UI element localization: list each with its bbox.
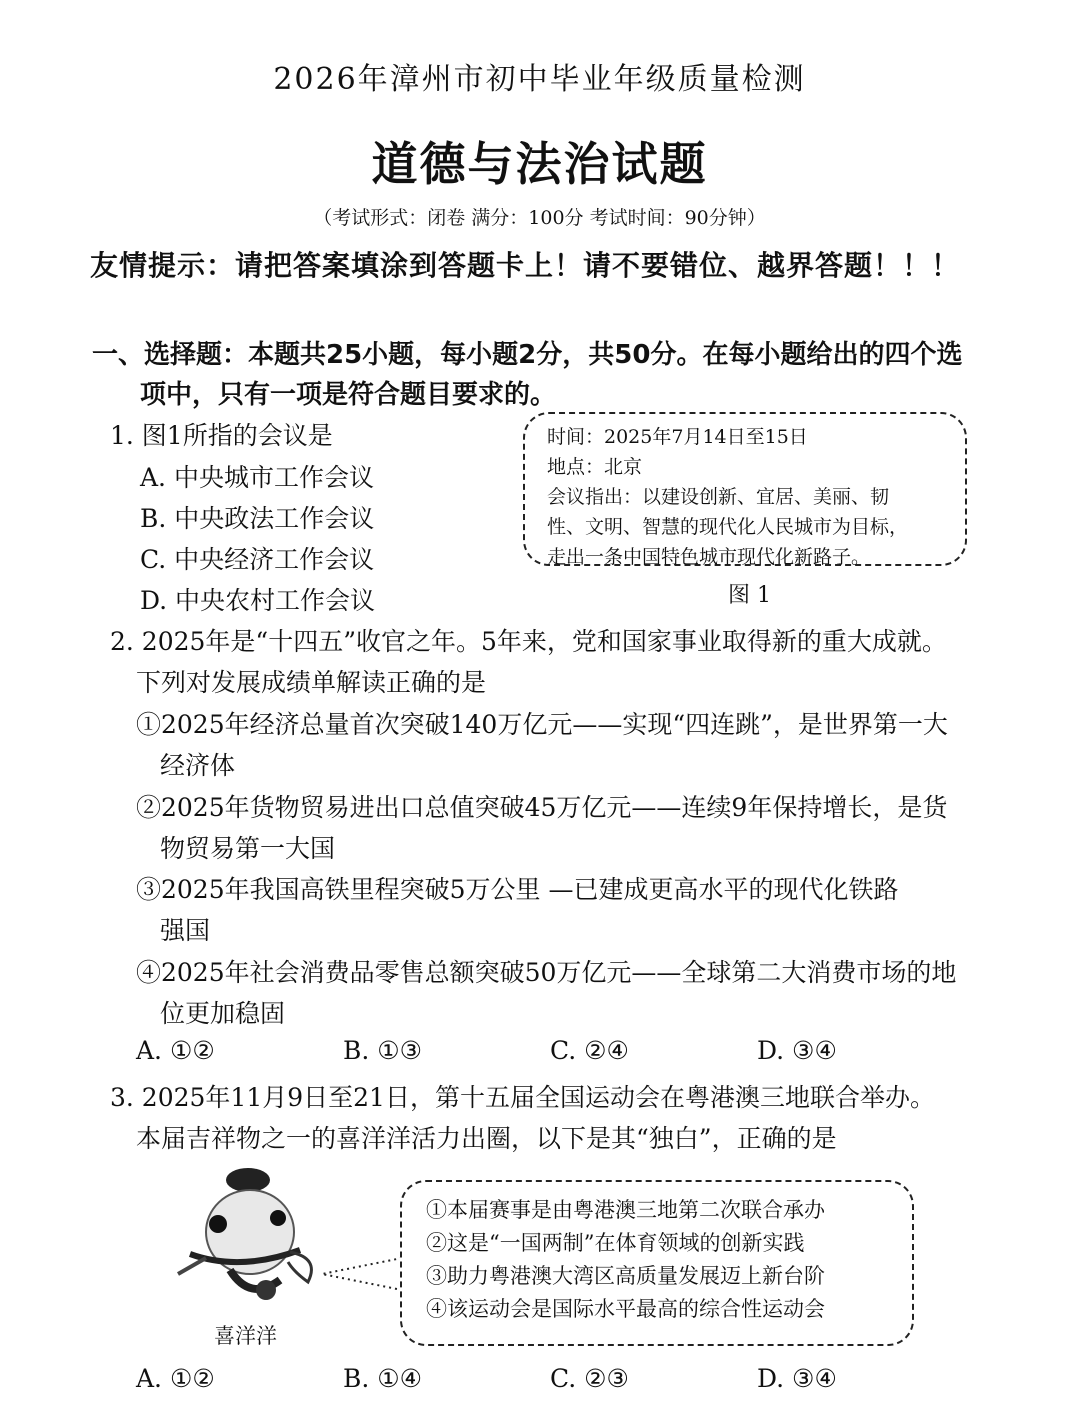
q3-option-a: A. ①②	[136, 1364, 215, 1393]
q2-stem-line2: 下列对发展成绩单解读正确的是	[136, 668, 487, 697]
q2-item: 位更加稳固	[160, 999, 286, 1028]
q2-option-c: C. ②④	[550, 1036, 629, 1065]
bubble-line: ②这是“一国两制”在体育领域的创新实践	[426, 1231, 805, 1255]
figure-1-line: 时间：2025年7月14日至15日	[547, 426, 808, 448]
q2-item: ④2025年社会消费品零售总额突破50万亿元——全球第二大消费市场的地	[136, 958, 957, 987]
q3-option-d: D. ③④	[757, 1364, 837, 1393]
bubble-line: ①本届赛事是由粤港澳三地第二次联合承办	[426, 1198, 825, 1222]
figure-1-box	[523, 412, 967, 566]
q2-item: 强国	[160, 916, 211, 945]
figure-1-line: 地点：北京	[547, 456, 643, 478]
q3-option-b: B. ①④	[343, 1364, 423, 1393]
q2-item: ①2025年经济总量首次突破140万亿元——实现“四连跳”，是世界第一大	[136, 710, 948, 739]
figure-1-line: 会议指出：以建设创新、宜居、美丽、韧	[547, 486, 890, 508]
mascot-name: 喜洋洋	[214, 1324, 277, 1348]
exam-info: （考试形式：闭卷 满分：100分 考试时间：90分钟）	[313, 207, 766, 229]
q1-stem: 1. 图1所指的会议是	[110, 421, 333, 450]
figure-1-line: 性、文明、智慧的现代化人民城市为目标，	[547, 516, 909, 538]
q2-item: 经济体	[160, 751, 236, 780]
q2-option-d: D. ③④	[757, 1036, 837, 1065]
friendly-tip: 友情提示：请把答案填涂到答题卡上！请不要错位、越界答题！！！	[90, 249, 961, 282]
q1-option-c: C. 中央经济工作会议	[140, 545, 375, 574]
exam-header: 2026年漳州市初中毕业年级质量检测	[273, 62, 806, 97]
q2-item: ②2025年货物贸易进出口总值突破45万亿元——连续9年保持增长，是货	[136, 793, 948, 822]
figure-1-line: 走出一条中国特色城市现代化新路子。	[547, 546, 871, 568]
q3-stem-line1: 3. 2025年11月9日至21日，第十五届全国运动会在粤港澳三地联合举办。	[110, 1083, 935, 1112]
q2-item: 物贸易第一大国	[160, 834, 336, 863]
speech-bubble	[400, 1180, 914, 1346]
page-title: 道德与法治试题	[371, 137, 708, 191]
speech-pointer	[318, 1250, 408, 1300]
section-heading-line2: 项中，只有一项是符合题目要求的。	[140, 380, 557, 410]
bubble-line: ④该运动会是国际水平最高的综合性运动会	[426, 1297, 825, 1321]
section-heading-line1: 一、选择题：本题共25小题，每小题2分，共50分。在每小题给出的四个选	[92, 340, 963, 370]
q3-stem-line2: 本届吉祥物之一的喜洋洋活力出圈，以下是其“独白”，正确的是	[136, 1124, 837, 1153]
bubble-line: ③助力粤港澳大湾区高质量发展迈上新台阶	[426, 1264, 825, 1288]
q2-option-b: B. ①③	[343, 1036, 423, 1065]
mascot-illustration	[170, 1162, 330, 1312]
q3-option-c: C. ②③	[550, 1364, 629, 1393]
q1-option-b: B. 中央政法工作会议	[140, 504, 375, 533]
q2-item: ③2025年我国高铁里程突破5万公里 —已建成更高水平的现代化铁路	[136, 875, 899, 904]
figure-1-caption: 图 1	[728, 583, 771, 608]
q1-option-a: A. 中央城市工作会议	[140, 463, 374, 492]
q1-option-d: D. 中央农村工作会议	[140, 586, 376, 615]
q2-stem-line1: 2. 2025年是“十四五”收官之年。5年来，党和国家事业取得新的重大成就。	[110, 627, 947, 656]
q2-option-a: A. ①②	[136, 1036, 215, 1065]
